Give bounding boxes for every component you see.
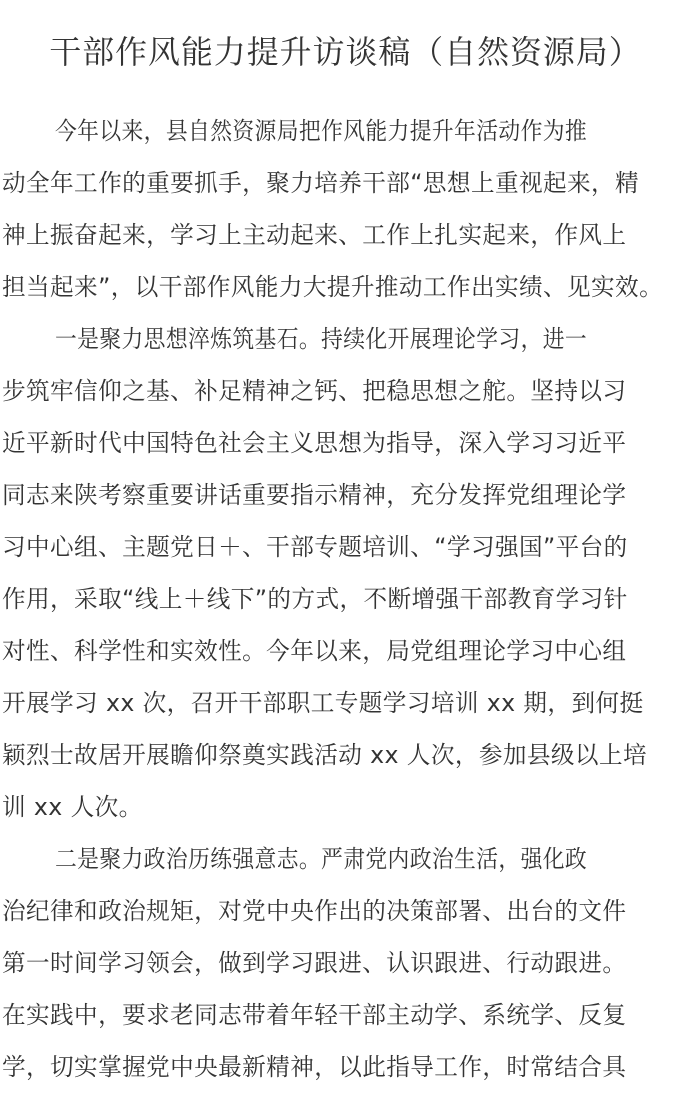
paragraph-line: 一是聚力思想淬炼筑基石。持续化开展理论学习，进一 — [55, 325, 588, 353]
paragraph-line: 神上振奋起来，学习上主动起来、工作上扎实起来，作风上 — [2, 221, 627, 249]
paragraph-line: 对性、科学性和实效性。今年以来，局党组理论学习中心组 — [2, 637, 627, 665]
paragraph-line: 在实践中，要求老同志带着年轻干部主动学、系统学、反复 — [2, 1001, 627, 1029]
paragraph-line: 第一时间学习领会，做到学习跟进、认识跟进、行动跟进。 — [2, 949, 627, 977]
document-title: 干部作风能力提升访谈稿（自然资源局） — [49, 33, 642, 71]
paragraph-line: 动全年工作的重要抓手，聚力培养干部“思想上重视起来，精 — [2, 169, 640, 197]
paragraph-line: 开展学习 xx 次，召开干部职工专题学习培训 xx 期，到何挺 — [2, 689, 644, 717]
paragraph-line: 学，切实掌握党中央最新精神，以此指导工作，时常结合具 — [2, 1053, 627, 1081]
paragraph-line: 习中心组、主题党日＋、干部专题培训、“学习强国”平台的 — [2, 533, 628, 561]
paragraph-line: 二是聚力政治历练强意志。严肃党内政治生活，强化政 — [55, 845, 588, 873]
paragraph-line: 担当起来”，以干部作风能力大提升推动工作出实绩、见实效。 — [2, 273, 664, 301]
paragraph-line: 作用，采取“线上＋线下”的方式，不断增强干部教育学习针 — [2, 585, 628, 613]
paragraph-line: 治纪律和政治规矩，对党中央作出的决策部署、出台的文件 — [2, 897, 627, 925]
paragraph-line: 步筑牢信仰之基、补足精神之钙、把稳思想之舵。坚持以习 — [2, 377, 627, 405]
paragraph-line: 今年以来，县自然资源局把作风能力提升年活动作为推 — [55, 117, 588, 145]
paragraph-line: 近平新时代中国特色社会主义思想为指导，深入学习习近平 — [2, 429, 627, 457]
paragraph-line: 训 xx 人次。 — [2, 793, 143, 821]
paragraph-line: 同志来陕考察重要讲话重要指示精神，充分发挥党组理论学 — [2, 481, 627, 509]
paragraph-line: 颖烈士故居开展瞻仰祭奠实践活动 xx 人次，参加县级以上培 — [2, 741, 647, 769]
